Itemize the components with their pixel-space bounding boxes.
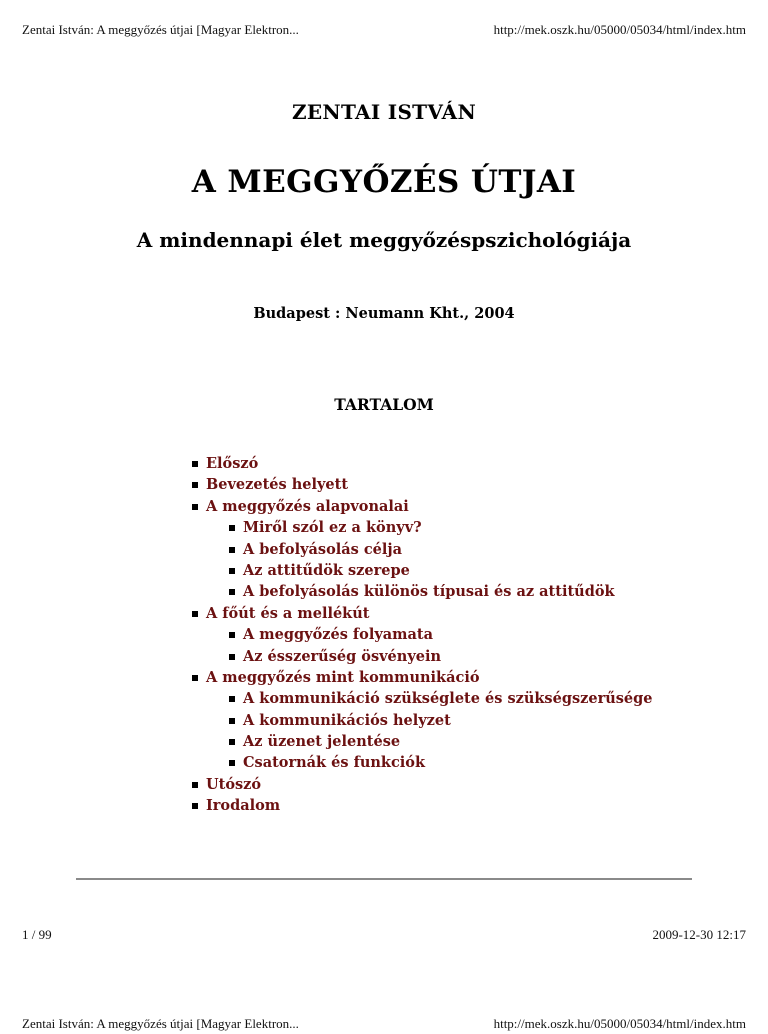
square-bullet-icon — [192, 782, 198, 788]
toc-item — [190, 752, 653, 773]
next-page-header-url: http://mek.oszk.hu/05000/05034/html/index.htm — [493, 1016, 746, 1031]
table-of-contents — [190, 453, 653, 817]
toc-item — [190, 539, 653, 560]
toc-item — [190, 581, 653, 602]
toc-link[interactable]: Az ésszerűség ösvényein — [243, 647, 442, 665]
toc-link[interactable]: Csatornák és funkciók — [243, 754, 426, 772]
toc-link[interactable]: A befolyásolás különös típusai és az attitűdök — [243, 583, 615, 601]
print-footer — [22, 927, 746, 945]
page-number: 1 / 99 — [22, 927, 52, 942]
square-bullet-icon — [229, 589, 235, 595]
square-bullet-icon — [229, 696, 235, 702]
toc-link[interactable]: A meggyőzés folyamata — [243, 626, 433, 644]
square-bullet-icon — [192, 504, 198, 510]
horizontal-rule — [76, 878, 692, 880]
book-author: ZENTAI ISTVÁN — [291, 100, 477, 124]
toc-link[interactable]: Irodalom — [206, 797, 281, 815]
toc-link[interactable]: Az attitűdök szerepe — [243, 561, 410, 579]
toc-item — [190, 560, 653, 581]
next-page-header-title: Zentai István: A meggyőzés útjai [Magyar Elektron... — [22, 1016, 299, 1031]
toc-link[interactable]: A meggyőzés alapvonalai — [206, 497, 409, 515]
print-header — [22, 22, 746, 40]
toc-link[interactable]: A főút és a mellékút — [206, 604, 370, 622]
toc-item — [190, 774, 653, 795]
toc-item — [190, 667, 653, 688]
square-bullet-icon — [229, 547, 235, 553]
square-bullet-icon — [229, 718, 235, 724]
square-bullet-icon — [192, 675, 198, 681]
square-bullet-icon — [192, 611, 198, 617]
square-bullet-icon — [229, 654, 235, 660]
toc-item — [190, 795, 653, 816]
toc-link[interactable]: A befolyásolás célja — [243, 540, 403, 558]
toc-link[interactable]: Utószó — [206, 775, 262, 793]
square-bullet-icon — [229, 568, 235, 574]
toc-item — [190, 731, 653, 752]
next-page-header — [22, 1016, 746, 1034]
square-bullet-icon — [229, 632, 235, 638]
toc-item — [190, 710, 653, 731]
square-bullet-icon — [192, 803, 198, 809]
toc-link[interactable]: Az üzenet jelentése — [243, 733, 401, 751]
print-datetime: 2009-12-30 12:17 — [652, 927, 746, 942]
toc-item — [190, 603, 653, 624]
book-subtitle: A mindennapi élet meggyőzéspszichológiája — [136, 228, 632, 252]
square-bullet-icon — [229, 739, 235, 745]
toc-item — [190, 474, 653, 495]
toc-item — [190, 517, 653, 538]
toc-link[interactable]: A kommunikációs helyzet — [243, 711, 451, 729]
square-bullet-icon — [192, 482, 198, 488]
toc-item — [190, 496, 653, 517]
print-header-url: http://mek.oszk.hu/05000/05034/html/index.htm — [493, 22, 746, 37]
book-title: A MEGGYŐZÉS ÚTJAI — [191, 164, 577, 200]
toc-link[interactable]: Előszó — [206, 455, 259, 472]
square-bullet-icon — [192, 461, 198, 467]
square-bullet-icon — [229, 760, 235, 766]
toc-item — [190, 646, 653, 667]
square-bullet-icon — [229, 525, 235, 531]
toc-item — [190, 453, 653, 474]
print-header-title: Zentai István: A meggyőzés útjai [Magyar Elektron... — [22, 22, 299, 37]
book-publisher: Budapest : Neumann Kht., 2004 — [253, 305, 515, 322]
toc-link[interactable]: A meggyőzés mint kommunikáció — [206, 668, 480, 686]
toc-link[interactable]: Bevezetés helyett — [206, 476, 349, 494]
toc-link[interactable]: Miről szól ez a könyv? — [243, 519, 422, 537]
toc-link[interactable]: A kommunikáció szükséglete és szükségszerűsége — [243, 690, 653, 708]
toc-item — [190, 688, 653, 709]
toc-heading: TARTALOM — [334, 395, 434, 414]
toc-item — [190, 624, 653, 645]
